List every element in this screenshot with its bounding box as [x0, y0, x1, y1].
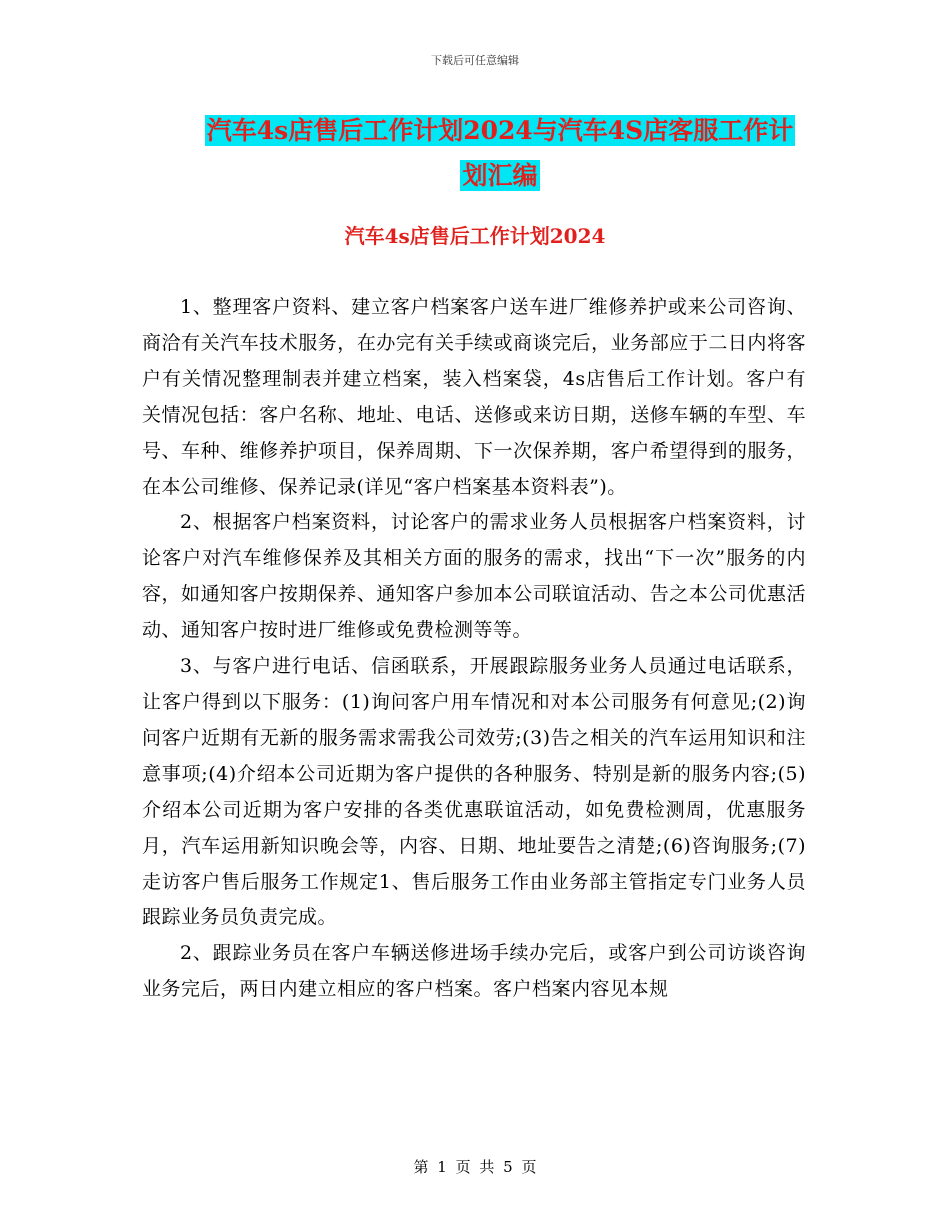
document-title — [185, 108, 815, 198]
document-title-line-1: 汽车4s店售后工作计划2024与汽车4S店客服工作计 — [206, 116, 794, 145]
paragraph-3: 3、与客户进行电话、信函联系，开展跟踪服务业务人员通过电话联系，让客户得到以下服务：(1)询问客户用车情况和对本公司服务有何意见;(2)询问客户近期有无新的服务需求需我公司效劳;(3)告之相关的汽车运用知识和注意事项;(4)介绍本公司近期为客户提供的各种服务、特别是新的服务内容;(5)介绍本公司近期为客户安排的各类优惠联谊活动，如免费检测周，优惠服务月，汽车运用新知识晚会等，内容、日期、地址要告之清楚;(6)咨询服务;(7)走访客户售后服务工作规定1、售后服务工作由业务部主管指定专门业务人员跟踪业务员负责完成。 — [142, 655, 806, 929]
page-number: 第 1 页 共 5 页 — [413, 1158, 537, 1176]
section-heading: 汽车4s店售后工作计划2024 — [344, 224, 606, 248]
paragraph-2: 2、根据客户档案资料，讨论客户的需求业务人员根据客户档案资料，讨论客户对汽车维修保养及其相关方面的服务的需求，找出“下一次”服务的内容，如通知客户按期保养、通知客户参加本公司联谊活动、告之本公司优惠活动、通知客户按时进厂维修或免费检测等等。 — [142, 511, 806, 642]
document-title-line-2: 划汇编 — [462, 161, 538, 190]
body-text — [142, 290, 806, 1008]
paragraph-1: 1、整理客户资料、建立客户档案客户送车进厂维修养护或来公司咨询、商洽有关汽车技术服务，在办完有关手续或商谈完后，业务部应于二日内将客户有关情况整理制表并建立档案，装入档案袋，4s店售后工作计划。客户有关情况包括：客户名称、地址、电话、送修或来访日期，送修车辆的车型、车号、车种、维修养护项目，保养周期、下一次保养期，客户希望得到的服务，在本公司维修、保养记录(详见“客户档案基本资料表”)。 — [142, 296, 806, 498]
page-header-note: 下载后可任意编辑 — [431, 54, 519, 67]
paragraph-4: 2、跟踪业务员在客户车辆送修进场手续办完后，或客户到公司访谈咨询业务完后，两日内建立相应的客户档案。客户档案内容见本规 — [142, 942, 806, 1001]
